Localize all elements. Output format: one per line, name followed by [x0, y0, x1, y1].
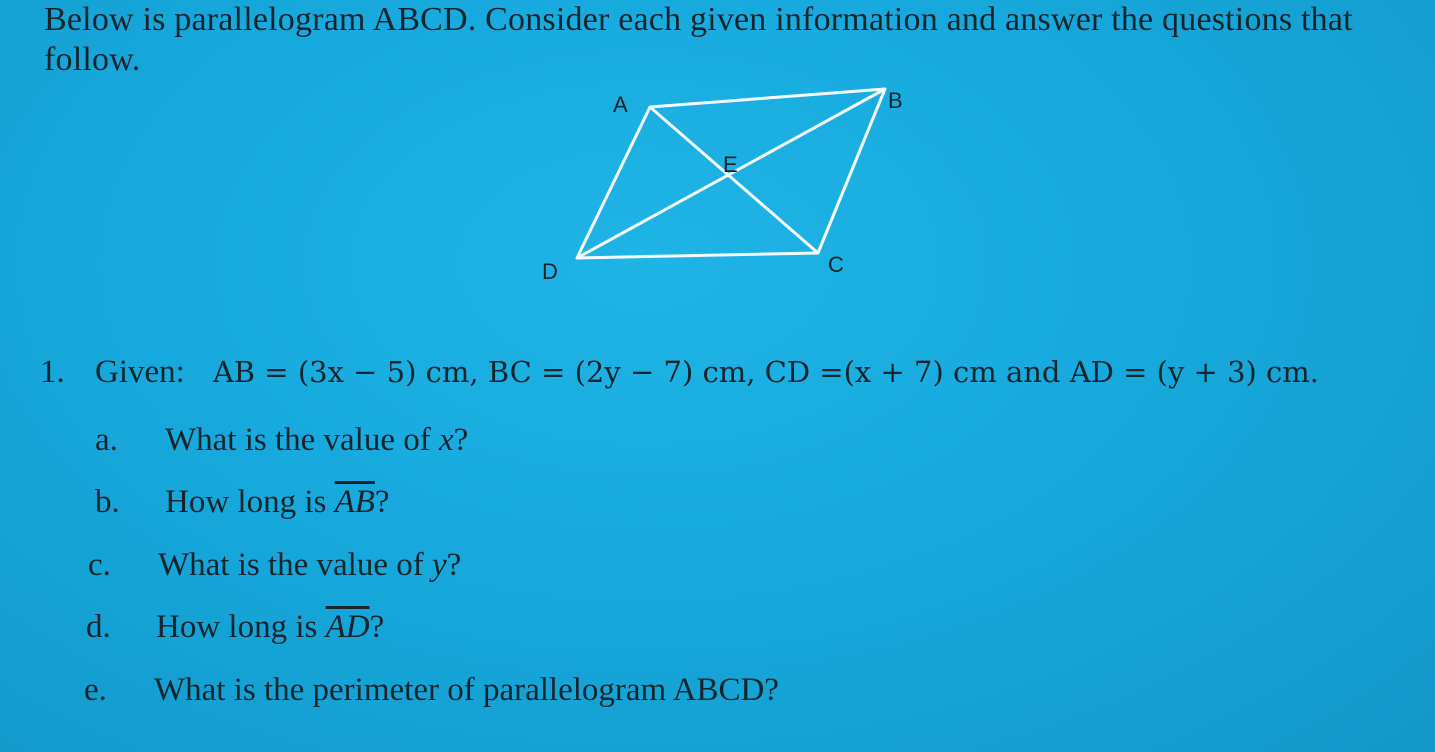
question-b — [95, 482, 390, 522]
intro-paragraph — [44, 0, 1429, 80]
given-equations: AB = (3x − 5) cm, BC = (2y − 7) cm, CD =(x + 7) cm and AD = (y + 3) cm. — [212, 355, 1320, 389]
question-mark: ? — [374, 484, 390, 520]
question-d — [86, 607, 384, 647]
question-text: What is the perimeter of parallelogram ABCD? — [154, 672, 779, 708]
vertex-label-a: A — [613, 92, 628, 117]
question-c — [88, 545, 461, 585]
question-label: e. — [84, 672, 107, 708]
question-text: What is the value of — [165, 422, 439, 458]
segment-ad: $\overline{AD}$ — [325, 609, 370, 645]
problem-number: 1. — [40, 354, 65, 390]
intro-line-2: follow. — [44, 41, 141, 78]
given-line — [40, 352, 1319, 392]
segment-ab: $\overline{AB}$ — [334, 484, 375, 520]
question-text: How long is — [165, 484, 335, 520]
question-label: b. — [95, 484, 120, 520]
question-mark: ? — [453, 422, 469, 458]
question-label: a. — [95, 422, 118, 458]
question-text: How long is — [156, 609, 326, 645]
question-e — [84, 670, 779, 710]
given-label: Given: — [95, 354, 185, 390]
question-mark: ? — [369, 609, 385, 645]
intersection-label-e: E — [723, 152, 738, 177]
variable-y: y — [432, 547, 447, 583]
variable-x: x — [439, 422, 454, 458]
parallelogram-diagram — [520, 80, 920, 300]
vertex-label-b: B — [888, 88, 903, 113]
intro-line-1: Below is parallelogram ABCD. Consider each given information and answer the questions that — [44, 1, 1353, 38]
question-label: c. — [88, 547, 111, 583]
vertex-label-c: C — [828, 252, 844, 277]
question-a — [95, 420, 468, 460]
question-mark: ? — [446, 547, 462, 583]
vertex-label-d: D — [542, 259, 558, 284]
question-text: What is the value of — [158, 547, 432, 583]
diagonal-ac — [650, 107, 818, 253]
question-label: d. — [86, 609, 111, 645]
